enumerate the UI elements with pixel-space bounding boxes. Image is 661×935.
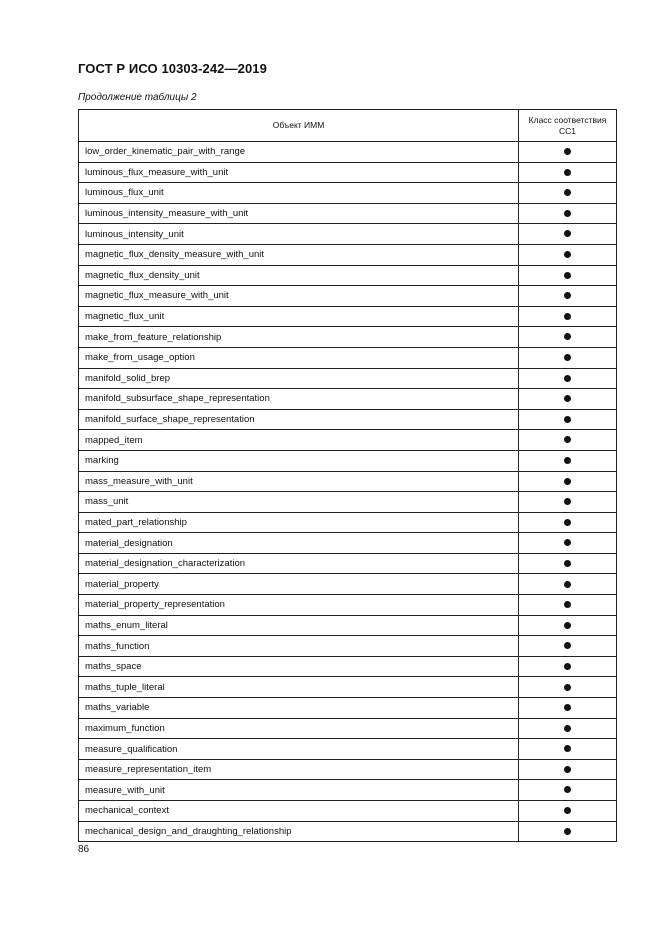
conformance-cell (519, 780, 617, 801)
table-row (79, 471, 617, 492)
conformance-cell (519, 512, 617, 533)
conformance-cell (519, 244, 617, 265)
conformance-cell (519, 656, 617, 677)
filled-circle-icon (564, 663, 571, 670)
filled-circle-icon (564, 807, 571, 814)
filled-circle-icon (564, 169, 571, 176)
filled-circle-icon (564, 828, 571, 835)
conformance-cell (519, 533, 617, 554)
table-row (79, 347, 617, 368)
table-row (79, 533, 617, 554)
conformance-cell (519, 718, 617, 739)
filled-circle-icon (564, 601, 571, 608)
object-name-cell: mass_measure_with_unit (79, 471, 519, 492)
object-name-cell: magnetic_flux_density_unit (79, 265, 519, 286)
conformance-cell (519, 409, 617, 430)
table-header-row (79, 110, 617, 142)
filled-circle-icon (564, 210, 571, 217)
conformance-cell (519, 224, 617, 245)
object-name-cell: manifold_subsurface_shape_representation (79, 389, 519, 410)
filled-circle-icon (564, 478, 571, 485)
table-row (79, 677, 617, 698)
conformance-cell (519, 739, 617, 760)
document-header: ГОСТ Р ИСО 10303-242—2019 (78, 61, 267, 76)
object-name-cell: marking (79, 450, 519, 471)
object-name-cell: material_designation_characterization (79, 553, 519, 574)
filled-circle-icon (564, 333, 571, 340)
object-name-cell: mechanical_context (79, 801, 519, 822)
object-name-cell: mated_part_relationship (79, 512, 519, 533)
table-caption: Продолжение таблицы 2 (78, 92, 197, 103)
filled-circle-icon (564, 313, 571, 320)
filled-circle-icon (564, 725, 571, 732)
conformance-cell (519, 615, 617, 636)
table-row (79, 286, 617, 307)
filled-circle-icon (564, 745, 571, 752)
filled-circle-icon (564, 189, 571, 196)
object-name-cell: measure_qualification (79, 739, 519, 760)
column-header-class: Класс соответствия CC1 (519, 110, 617, 142)
object-name-cell: luminous_flux_unit (79, 183, 519, 204)
object-name-cell: luminous_flux_measure_with_unit (79, 162, 519, 183)
table-row (79, 615, 617, 636)
table-row (79, 801, 617, 822)
conformance-cell (519, 492, 617, 513)
object-name-cell: material_property (79, 574, 519, 595)
object-name-cell: luminous_intensity_unit (79, 224, 519, 245)
object-name-cell: magnetic_flux_density_measure_with_unit (79, 244, 519, 265)
conformance-cell (519, 183, 617, 204)
object-name-cell: maximum_function (79, 718, 519, 739)
filled-circle-icon (564, 416, 571, 423)
conformance-cell (519, 801, 617, 822)
conformance-cell (519, 265, 617, 286)
table-row (79, 739, 617, 760)
table-row (79, 183, 617, 204)
conformance-cell (519, 430, 617, 451)
object-name-cell: maths_function (79, 636, 519, 657)
table-row (79, 368, 617, 389)
object-name-cell: measure_representation_item (79, 759, 519, 780)
object-name-cell: luminous_intensity_measure_with_unit (79, 203, 519, 224)
filled-circle-icon (564, 560, 571, 567)
table-row (79, 595, 617, 616)
table-row (79, 265, 617, 286)
table-row (79, 821, 617, 842)
conformance-cell (519, 347, 617, 368)
conformance-cell (519, 821, 617, 842)
object-name-cell: material_property_representation (79, 595, 519, 616)
filled-circle-icon (564, 786, 571, 793)
column-header-object: Объект ИММ (79, 110, 519, 142)
object-name-cell: measure_with_unit (79, 780, 519, 801)
table-body (79, 142, 617, 842)
conformance-cell (519, 553, 617, 574)
table-row (79, 430, 617, 451)
conformance-cell (519, 636, 617, 657)
conformance-cell (519, 471, 617, 492)
table-row (79, 718, 617, 739)
table-row (79, 327, 617, 348)
filled-circle-icon (564, 704, 571, 711)
conformance-cell (519, 162, 617, 183)
object-name-cell: material_designation (79, 533, 519, 554)
table-row (79, 224, 617, 245)
filled-circle-icon (564, 148, 571, 155)
table-row (79, 203, 617, 224)
conformance-cell (519, 450, 617, 471)
table-row (79, 698, 617, 719)
filled-circle-icon (564, 539, 571, 546)
filled-circle-icon (564, 230, 571, 237)
table-row (79, 636, 617, 657)
table-row (79, 759, 617, 780)
object-name-cell: maths_space (79, 656, 519, 677)
object-name-cell: maths_enum_literal (79, 615, 519, 636)
table-row (79, 142, 617, 163)
table-row (79, 244, 617, 265)
conformance-cell (519, 203, 617, 224)
table-row (79, 553, 617, 574)
table-row (79, 656, 617, 677)
filled-circle-icon (564, 354, 571, 361)
table-row (79, 512, 617, 533)
table-row (79, 780, 617, 801)
filled-circle-icon (564, 395, 571, 402)
filled-circle-icon (564, 581, 571, 588)
object-name-cell: mapped_item (79, 430, 519, 451)
filled-circle-icon (564, 375, 571, 382)
filled-circle-icon (564, 622, 571, 629)
filled-circle-icon (564, 642, 571, 649)
filled-circle-icon (564, 457, 571, 464)
object-name-cell: maths_variable (79, 698, 519, 719)
table-row (79, 389, 617, 410)
filled-circle-icon (564, 251, 571, 258)
filled-circle-icon (564, 436, 571, 443)
conformance-cell (519, 306, 617, 327)
conformance-cell (519, 368, 617, 389)
conformance-cell (519, 677, 617, 698)
object-name-cell: manifold_surface_shape_representation (79, 409, 519, 430)
object-name-cell: make_from_usage_option (79, 347, 519, 368)
conformance-cell (519, 389, 617, 410)
conformance-table (78, 109, 617, 842)
object-name-cell: mechanical_design_and_draughting_relationship (79, 821, 519, 842)
table-row (79, 492, 617, 513)
filled-circle-icon (564, 272, 571, 279)
filled-circle-icon (564, 766, 571, 773)
conformance-cell (519, 142, 617, 163)
table-row (79, 450, 617, 471)
table-row (79, 409, 617, 430)
conformance-cell (519, 595, 617, 616)
filled-circle-icon (564, 519, 571, 526)
conformance-cell (519, 574, 617, 595)
object-name-cell: make_from_feature_relationship (79, 327, 519, 348)
object-name-cell: maths_tuple_literal (79, 677, 519, 698)
object-name-cell: magnetic_flux_measure_with_unit (79, 286, 519, 307)
conformance-cell (519, 286, 617, 307)
conformance-cell (519, 759, 617, 780)
conformance-cell (519, 327, 617, 348)
table-row (79, 162, 617, 183)
conformance-cell (519, 698, 617, 719)
filled-circle-icon (564, 684, 571, 691)
object-name-cell: manifold_solid_brep (79, 368, 519, 389)
object-name-cell: mass_unit (79, 492, 519, 513)
object-name-cell: magnetic_flux_unit (79, 306, 519, 327)
table-row (79, 574, 617, 595)
object-name-cell: low_order_kinematic_pair_with_range (79, 142, 519, 163)
filled-circle-icon (564, 498, 571, 505)
table-row (79, 306, 617, 327)
page-number: 86 (78, 844, 90, 855)
filled-circle-icon (564, 292, 571, 299)
